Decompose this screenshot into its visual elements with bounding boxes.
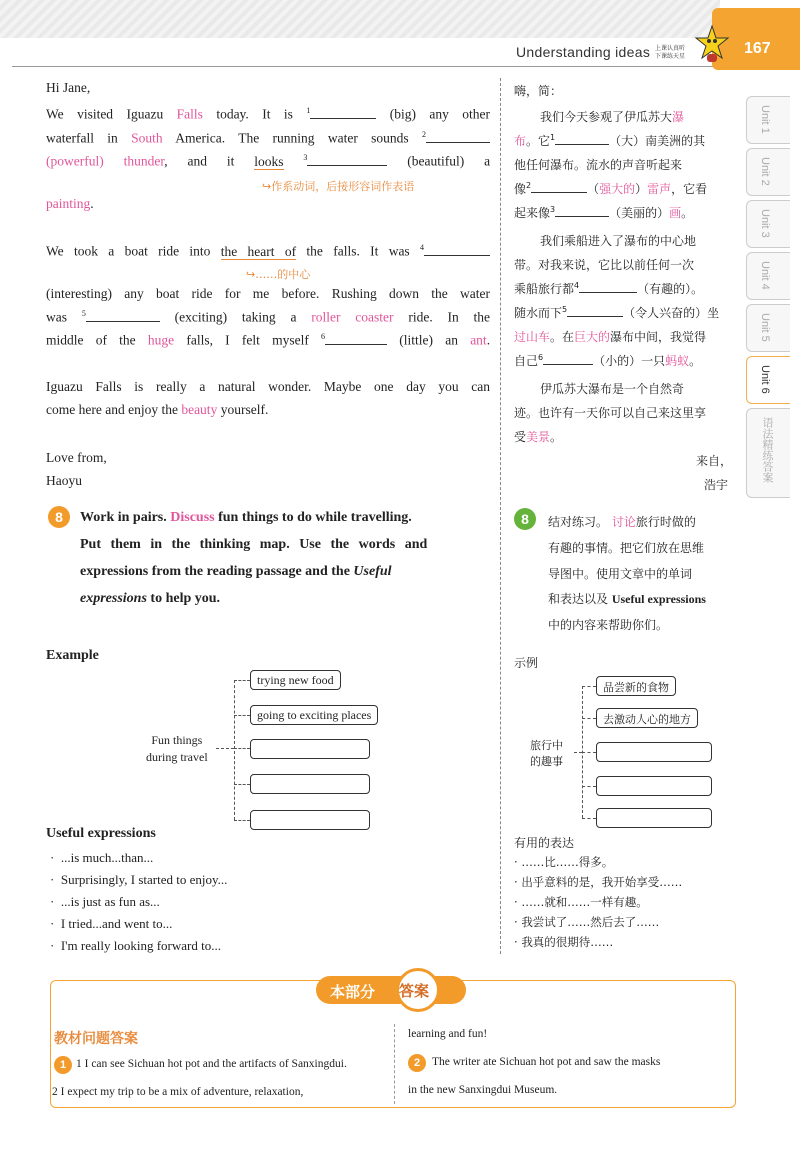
zh-task-line <box>548 590 766 607</box>
expression-text: ...is just as fun as... <box>60 894 160 909</box>
answer-text: The writer ate Sichuan hot pot and saw the masks <box>432 1056 661 1068</box>
text: ，它看 <box>671 182 708 196</box>
letter-signature: Haoyu <box>46 473 82 488</box>
map-node: trying new food <box>250 670 341 690</box>
text: We took a boat ride into <box>46 243 211 259</box>
answer-text: 2 I expect my trip to be a mix of adventure, relaxation, <box>52 1086 304 1098</box>
page-header <box>0 0 800 74</box>
text: Useful expressions <box>611 592 706 606</box>
zh-task-number-badge: 8 <box>514 508 536 530</box>
tab-label: Unit 5 <box>759 313 771 342</box>
tab-label: Unit 6 <box>759 365 771 394</box>
zh-task-line: 中的内容来帮助你们。 <box>548 618 669 632</box>
expression-item: · I tried...and went to... <box>50 916 173 931</box>
keyword: 雷声 <box>647 182 672 196</box>
zh-line: 伊瓜苏大瀑布是一个自然奇 <box>540 382 685 396</box>
note-arrow-icon: ↪ <box>246 268 256 281</box>
letter-line <box>46 106 490 123</box>
letter-line <box>46 196 490 212</box>
underlined-word: looks <box>254 153 284 169</box>
text: fun things to do while travelling. <box>218 510 412 525</box>
zh-signature: 浩宇 <box>704 478 729 492</box>
zh-blank-3[interactable] <box>555 206 609 217</box>
keyword: 美景 <box>526 430 551 444</box>
zh-useful-title: 有用的表达 <box>514 836 575 850</box>
answer-number-badge: 1 <box>54 1056 72 1074</box>
answer-blank-5[interactable] <box>86 311 160 322</box>
text: （大）南美洲的其 <box>609 134 706 148</box>
answer-badge-text: 答案 <box>399 982 430 1000</box>
map-connector <box>234 715 250 716</box>
blank-number: 6 <box>321 332 326 341</box>
map-connector <box>234 784 250 785</box>
text: 起来像 <box>514 206 551 220</box>
keyword: Falls <box>176 106 203 122</box>
keyword: Discuss <box>170 510 215 525</box>
text: （ <box>587 182 600 196</box>
text: Work in pairs. <box>80 510 167 525</box>
text: 像 <box>514 182 527 196</box>
blank-number: 3 <box>303 153 308 162</box>
keyword: beauty <box>181 402 218 417</box>
useful-expressions-title: Useful expressions <box>46 826 156 841</box>
text: America. The running water sounds <box>175 130 409 146</box>
letter-line <box>46 153 490 170</box>
answer-number-badge: 2 <box>408 1054 426 1072</box>
tab-label: Unit 3 <box>759 209 771 238</box>
text: 。 <box>550 430 563 444</box>
text: （有趣的）。 <box>637 282 704 296</box>
answer-subtitle: 教材问题答案 <box>54 1031 138 1047</box>
text: 自己 <box>514 354 539 368</box>
text: 。 <box>689 354 702 368</box>
map-node-blank[interactable] <box>250 810 370 830</box>
zh-greeting: 嗨，简： <box>514 84 563 98</box>
zh-example-label: 示例 <box>514 656 539 670</box>
grammar-note <box>262 178 414 194</box>
map-connector <box>234 680 235 820</box>
expression-text: ……比……得多。 <box>521 855 614 869</box>
zh-map-node: 品尝新的食物 <box>596 676 676 696</box>
blank-number: 3 <box>550 205 556 214</box>
zh-closing: 来自， <box>696 454 733 468</box>
map-center-line: 旅行中 <box>530 739 563 752</box>
text: . <box>486 332 491 348</box>
map-connector <box>582 786 596 787</box>
map-center <box>146 732 208 766</box>
letter-line: Iguazu Falls is really a natural wonder. Maybe one day you can <box>46 379 490 394</box>
task-line <box>80 510 412 526</box>
text: middle of the <box>46 332 136 348</box>
zh-line <box>514 428 732 445</box>
blank-number: 2 <box>526 181 532 190</box>
map-connector <box>234 680 250 681</box>
page-number: 167 <box>744 40 771 57</box>
answer-blank-3[interactable] <box>307 155 387 166</box>
expression-text: I'm really looking forward to... <box>60 938 221 953</box>
answer-text: in the new Sanxingdui Museum. <box>408 1084 558 1096</box>
text: to help you. <box>150 591 221 606</box>
map-connector <box>216 748 234 749</box>
expression-item: · ...is much...than... <box>50 850 154 865</box>
map-center-line: Fun things <box>151 733 203 747</box>
expression-item: · Surprisingly, I started to enjoy... <box>50 872 228 887</box>
text: 结对练习。 <box>548 515 609 529</box>
zh-line: 迹。也许有一天你可以自己来这里享 <box>514 406 707 420</box>
answer-blank-2[interactable] <box>426 132 490 143</box>
zh-blank-1[interactable] <box>555 134 609 145</box>
keyword: 强大的 <box>599 182 636 196</box>
task-line <box>80 564 392 580</box>
letter-line: (interesting) any boat ride for me before. Rushing down the water <box>46 286 490 301</box>
text: 旅行时做的 <box>635 515 696 529</box>
keyword: South <box>131 130 163 146</box>
text: We visited Iguazu <box>46 106 164 122</box>
underlined-phrase: the heart of <box>220 243 297 259</box>
expression-text: ……就和……一样有趣。 <box>521 895 648 909</box>
zh-line <box>514 352 732 369</box>
letter-line <box>46 332 490 349</box>
zh-map-node-blank[interactable] <box>596 808 712 828</box>
grammar-note <box>246 266 310 282</box>
keyword: (powerful) <box>46 153 104 169</box>
keyword: 布 <box>514 134 527 148</box>
expression-item: · ...is just as fun as... <box>50 894 160 909</box>
zh-line: 带。对我来说，它比以前任何一次 <box>514 258 695 272</box>
text: was <box>46 309 67 325</box>
letter-line <box>46 130 490 147</box>
tab-label: Unit 1 <box>759 105 771 134</box>
text: expressions from the reading passage and the <box>80 564 350 579</box>
hint: (beautiful) <box>407 153 465 169</box>
example-label: Example <box>46 648 99 663</box>
map-connector <box>582 718 596 719</box>
keyword: huge <box>147 332 175 348</box>
letter-line <box>46 243 490 260</box>
letter-line <box>46 309 490 326</box>
map-node: going to exciting places <box>250 705 378 725</box>
slogan-line-1: 上课认真听 <box>655 45 686 52</box>
text: 乘船旅行都 <box>514 282 575 296</box>
text: waterfall in <box>46 130 118 146</box>
map-center-line: 的趣事 <box>530 755 563 768</box>
blank-number: 1 <box>550 133 556 142</box>
text: 我们今天参观了伊瓜苏大 <box>540 110 673 124</box>
keyword: ant <box>470 332 487 348</box>
keyword: painting <box>46 196 91 211</box>
expression-text: 我真的很期待…… <box>521 935 614 949</box>
task-line: Put them in the thinking map. Use the words and <box>80 537 428 552</box>
text: 受 <box>514 430 527 444</box>
slogan-line-2: 下课练天星 <box>655 53 686 60</box>
tab-label: Unit 4 <box>759 261 771 290</box>
tab-label: Unit 2 <box>759 157 771 186</box>
text: （令人兴奋的）坐 <box>623 306 720 320</box>
tab-unit-5[interactable] <box>746 304 790 352</box>
hint: (big) <box>389 106 416 122</box>
section-title: Understanding ideas <box>516 44 651 60</box>
blank-number: 4 <box>574 281 580 290</box>
keyword: 讨论 <box>611 515 636 529</box>
task-line <box>80 591 220 607</box>
answer-divider <box>394 1024 395 1104</box>
keyword: thunder <box>123 153 165 169</box>
text: . <box>90 196 94 211</box>
text: （美丽的） <box>609 206 670 220</box>
zh-task-line: 有趣的事情。把它们放在思维 <box>548 541 705 555</box>
zh-blank-4[interactable] <box>579 282 637 293</box>
text: Useful <box>353 564 392 579</box>
text: 。它 <box>526 134 551 148</box>
letter-greeting: Hi Jane, <box>46 80 91 95</box>
text: , and it <box>164 153 235 169</box>
expression-text: I tried...and went to... <box>60 916 173 931</box>
task-number-badge: 8 <box>48 506 70 528</box>
text: yourself. <box>220 402 269 417</box>
note-text: 作系动词，后接形容词作表语 <box>271 180 415 193</box>
text: ） <box>635 182 648 196</box>
zh-line <box>514 204 732 221</box>
map-connector <box>582 686 596 687</box>
header-slogan <box>655 45 695 61</box>
text: ride. In the <box>408 309 491 325</box>
expression-text: Surprisingly, I started to enjoy... <box>60 872 228 887</box>
blank-number: 5 <box>81 309 86 318</box>
zh-blank-5[interactable] <box>567 306 623 317</box>
zh-line <box>514 304 732 321</box>
answer-blank-6[interactable] <box>325 334 387 345</box>
text: the falls. It was <box>306 243 410 259</box>
keyword: roller coaster <box>311 309 394 325</box>
text: 随水而下 <box>514 306 563 320</box>
note-arrow-icon: ↪ <box>262 180 272 193</box>
map-connector <box>582 752 596 753</box>
text: expressions <box>80 591 147 606</box>
keyword: 画 <box>669 206 682 220</box>
zh-blank-2[interactable] <box>531 182 587 193</box>
text: （小的）一只 <box>593 354 666 368</box>
text: today. It is <box>216 106 293 122</box>
expression-text: 出乎意料的是，我开始享受…… <box>521 875 683 889</box>
zh-map-node-blank[interactable] <box>596 742 712 762</box>
zh-expression-item: · 我尝试了……然后去了…… <box>514 915 660 929</box>
keyword: 瀑 <box>672 110 685 124</box>
zh-line: 我们乘船进入了瀑布的中心地 <box>540 234 697 248</box>
tab-unit-2[interactable] <box>746 148 790 196</box>
zh-expression-item: · ……比……得多。 <box>514 855 614 869</box>
map-node-blank[interactable] <box>250 774 370 794</box>
answer-text: 1 I can see Sichuan hot pot and the artifacts of Sanxingdui. <box>76 1058 347 1070</box>
blank-number: 1 <box>306 106 311 115</box>
header-band <box>0 0 720 38</box>
zh-task-line <box>548 513 766 530</box>
zh-map-node: 去激动人心的地方 <box>596 708 698 728</box>
zh-expression-item: · 我真的很期待…… <box>514 935 614 949</box>
expression-item: · I'm really looking forward to... <box>50 938 221 953</box>
note-text: ……的中心 <box>255 268 311 281</box>
map-connector <box>234 748 250 749</box>
answer-blank-4[interactable] <box>424 245 490 256</box>
letter-closing: Love from, <box>46 450 107 465</box>
hint: (exciting) taking a <box>174 309 297 325</box>
answer-text: learning and fun! <box>408 1028 488 1040</box>
blank-number: 2 <box>422 130 427 139</box>
keyword: 蚂蚁 <box>665 354 690 368</box>
zh-map-center <box>530 738 563 770</box>
answer-blank-1[interactable] <box>310 108 376 119</box>
tab-label: 语法精练答案 <box>761 417 773 483</box>
text: 和表达以及 <box>548 592 609 606</box>
text: falls, I felt myself <box>186 332 309 348</box>
blank-number: 4 <box>420 243 425 252</box>
map-connector <box>574 752 582 753</box>
zh-blank-6[interactable] <box>543 354 593 365</box>
header-rule <box>12 66 720 67</box>
map-center-line: during travel <box>146 750 208 764</box>
zh-line <box>514 328 732 345</box>
star-mascot-icon <box>694 24 730 64</box>
column-divider <box>500 78 501 954</box>
text: any other <box>429 106 491 122</box>
keyword: 过山车 <box>514 330 551 344</box>
zh-map-node-blank[interactable] <box>596 776 712 796</box>
map-connector <box>234 820 250 821</box>
text: come here and enjoy the <box>46 402 178 417</box>
zh-task-line: 导图中。使用文章中的单词 <box>548 567 693 581</box>
zh-line <box>514 280 732 297</box>
expression-text: 我尝试了……然后去了…… <box>521 915 660 929</box>
tab-unit-4[interactable] <box>746 252 790 300</box>
text: 瀑布中间，我觉得 <box>610 330 707 344</box>
expression-text: ...is much...than... <box>60 850 154 865</box>
letter-line <box>46 402 490 418</box>
zh-expression-item: · ……就和……一样有趣。 <box>514 895 648 909</box>
keyword: 巨大的 <box>574 330 611 344</box>
zh-expression-item: · 出乎意料的是，我开始享受…… <box>514 875 683 889</box>
text: 。 <box>681 206 694 220</box>
map-connector <box>582 818 596 819</box>
zh-line <box>514 132 732 149</box>
zh-line <box>514 180 732 197</box>
map-node-blank[interactable] <box>250 739 370 759</box>
blank-number: 6 <box>538 353 544 362</box>
answer-banner-title: 本部分 <box>330 983 376 1001</box>
hint: (little) an <box>399 332 458 348</box>
zh-line <box>540 108 758 125</box>
zh-line: 他任何瀑布。流水的声音听起来 <box>514 158 683 172</box>
text: a <box>484 153 491 169</box>
blank-number: 5 <box>562 305 568 314</box>
text: 。在 <box>550 330 575 344</box>
